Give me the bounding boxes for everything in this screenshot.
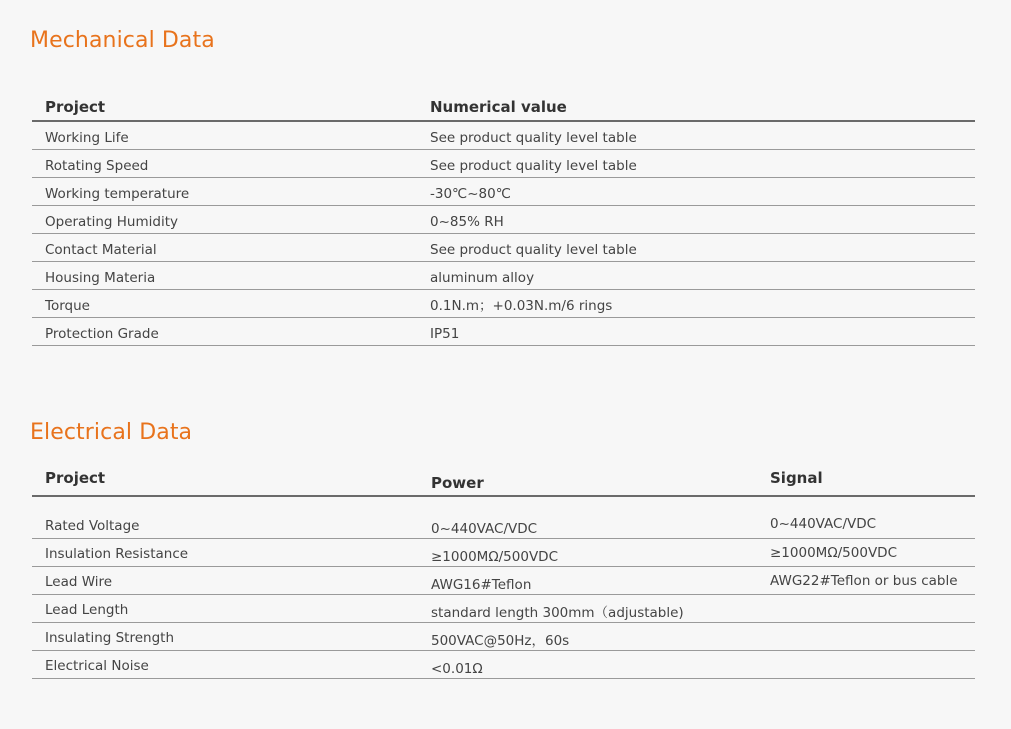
cell-power: AWG16#Teflon (418, 566, 757, 594)
column-header-project: Project (32, 92, 417, 121)
cell-power: standard length 300mm（adjustable) (418, 594, 757, 622)
table-row (32, 566, 975, 594)
table-row (32, 233, 975, 261)
mechanical-data-title: Mechanical Data (30, 28, 215, 53)
cell-power: 0~440VAC/VDC (418, 496, 757, 538)
cell-project: Contact Material (32, 233, 417, 261)
cell-project: Torque (32, 289, 417, 317)
table-row (32, 177, 975, 205)
cell-signal: ≥1000MΩ/500VDC (757, 538, 975, 566)
cell-project: Working Life (32, 121, 417, 149)
cell-signal (757, 650, 975, 678)
cell-value: IP51 (417, 317, 975, 345)
electrical-data-title: Electrical Data (30, 420, 193, 445)
table-header-row (32, 92, 975, 121)
column-header-signal: Signal (757, 464, 975, 496)
cell-project: Working temperature (32, 177, 417, 205)
cell-project: Housing Materia (32, 261, 417, 289)
table-row (32, 121, 975, 149)
table-row (32, 650, 975, 678)
cell-power: ≥1000MΩ/500VDC (418, 538, 757, 566)
cell-project: Lead Wire (32, 566, 418, 594)
cell-signal: AWG22#Teflon or bus cable (757, 566, 975, 594)
cell-project: Electrical Noise (32, 650, 418, 678)
table-row (32, 205, 975, 233)
table-row (32, 317, 975, 345)
cell-power: 500VAC@50Hz，60s (418, 622, 757, 650)
column-header-power: Power (418, 464, 757, 496)
cell-project: Insulating Strength (32, 622, 418, 650)
column-header-project: Project (32, 464, 418, 496)
cell-project: Protection Grade (32, 317, 417, 345)
cell-value: See product quality level table (417, 149, 975, 177)
electrical-data-table (32, 464, 975, 679)
cell-signal: 0~440VAC/VDC (757, 496, 975, 538)
table-row (32, 149, 975, 177)
cell-project: Rated Voltage (32, 496, 418, 538)
cell-project: Rotating Speed (32, 149, 417, 177)
cell-project: Operating Humidity (32, 205, 417, 233)
table-row (32, 496, 975, 538)
cell-project: Insulation Resistance (32, 538, 418, 566)
column-header-numerical-value: Numerical value (417, 92, 975, 121)
table-row (32, 622, 975, 650)
cell-signal (757, 594, 975, 622)
cell-value: 0~85% RH (417, 205, 975, 233)
cell-value: See product quality level table (417, 233, 975, 261)
cell-signal (757, 622, 975, 650)
table-row (32, 261, 975, 289)
table-header-row (32, 464, 975, 496)
cell-value: -30℃~80℃ (417, 177, 975, 205)
mechanical-data-table (32, 92, 975, 346)
cell-value: 0.1N.m；+0.03N.m/6 rings (417, 289, 975, 317)
cell-project: Lead Length (32, 594, 418, 622)
table-row (32, 538, 975, 566)
table-row (32, 289, 975, 317)
cell-value: See product quality level table (417, 121, 975, 149)
cell-value: aluminum alloy (417, 261, 975, 289)
cell-power: <0.01Ω (418, 650, 757, 678)
table-row (32, 594, 975, 622)
